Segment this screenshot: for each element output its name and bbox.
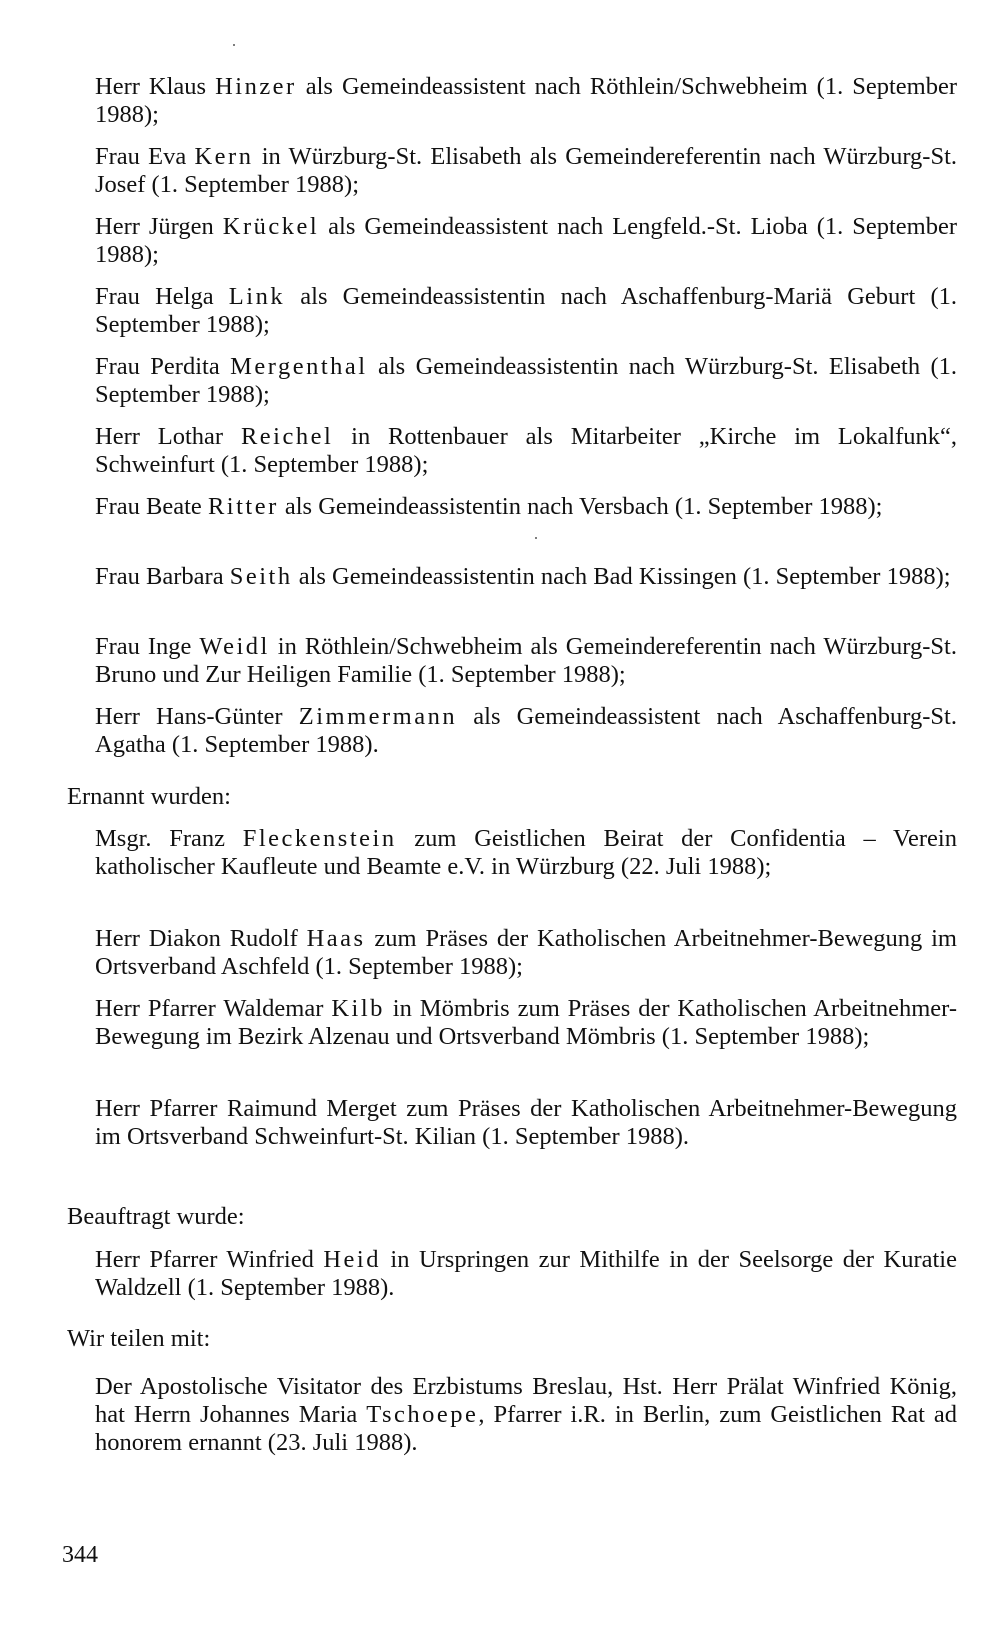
entry-hinzer: Herr Klaus Hinzer als Gemeindeassistent nach Röthlein/Schwebheim (1. September 1988); <box>95 73 957 128</box>
entry-zimmermann: Herr Hans-Günter Zimmermann als Gemeindeassistent nach Aschaffenburg-St. Agatha (1. September 1988). <box>95 703 957 758</box>
entry-heid: Herr Pfarrer Winfried Heid in Urspringen zur Mithilfe in der Seelsorge der Kuratie Waldzell (1. September 1988). <box>95 1246 957 1301</box>
entry-fleckenstein: Msgr. Franz Fleckenstein zum Geistlichen Beirat der Confidentia – Verein katholischer Kaufleute und Beamte e.V. in Würzburg (22. Juli 1988); <box>95 825 957 880</box>
entry-mergenthal: Frau Perdita Mergenthal als Gemeindeassistentin nach Würzburg-St. Elisabeth (1. September 1988); <box>95 353 957 408</box>
entry-seith: Frau Barbara Seith als Gemeindeassistentin nach Bad Kissingen (1. September 1988); <box>95 563 951 590</box>
scan-speck <box>233 44 235 46</box>
entry-reichel: Herr Lothar Reichel in Rottenbauer als Mitarbeiter „Kirche im Lokalfunk“, Schweinfurt (1. September 1988); <box>95 423 957 478</box>
page-number: 344 <box>62 1542 98 1568</box>
entry-kruckel: Herr Jürgen Krückel als Gemeindeassistent nach Lengfeld.-St. Lioba (1. September 1988); <box>95 213 957 268</box>
entry-kern: Frau Eva Kern in Würzburg-St. Elisabeth als Gemeindereferentin nach Würzburg-St. Josef (1. September 1988); <box>95 143 957 198</box>
entry-tschoepe: Der Apostolische Visitator des Erzbistums Breslau, Hst. Herr Prälat Winfried König, hat Herrn Johannes Maria Tschoepe, Pfarrer i.R. in Berlin, zum Geistlichen Rat ad honorem ernannt (23. Juli 1988). <box>95 1373 957 1456</box>
entry-ritter: Frau Beate Ritter als Gemeindeassistentin nach Versbach (1. September 1988); <box>95 493 883 520</box>
entry-kilb: Herr Pfarrer Waldemar Kilb in Mömbris zum Präses der Katholischen Arbeitnehmer-Bewegung im Bezirk Alzenau und Ortsverband Mömbris (1. September 1988); <box>95 995 957 1050</box>
heading-ernannt: Ernannt wurden: <box>67 783 231 810</box>
entry-haas: Herr Diakon Rudolf Haas zum Präses der Katholischen Arbeitnehmer-Bewegung im Ortsverband Aschfeld (1. September 1988); <box>95 925 957 980</box>
entry-link: Frau Helga Link als Gemeindeassistentin nach Aschaffenburg-Mariä Geburt (1. September 1988); <box>95 283 957 338</box>
entry-merget: Herr Pfarrer Raimund Merget zum Präses der Katholischen Arbeitnehmer-Bewegung im Ortsverband Schweinfurt-St. Kilian (1. September 1988). <box>95 1095 957 1150</box>
scan-speck <box>535 537 537 539</box>
heading-beauftragt: Beauftragt wurde: <box>67 1203 245 1230</box>
entry-weidl: Frau Inge Weidl in Röthlein/Schwebheim als Gemeindereferentin nach Würzburg-St. Bruno und Zur Heiligen Familie (1. September 1988); <box>95 633 957 688</box>
heading-wir-teilen-mit: Wir teilen mit: <box>67 1325 211 1352</box>
